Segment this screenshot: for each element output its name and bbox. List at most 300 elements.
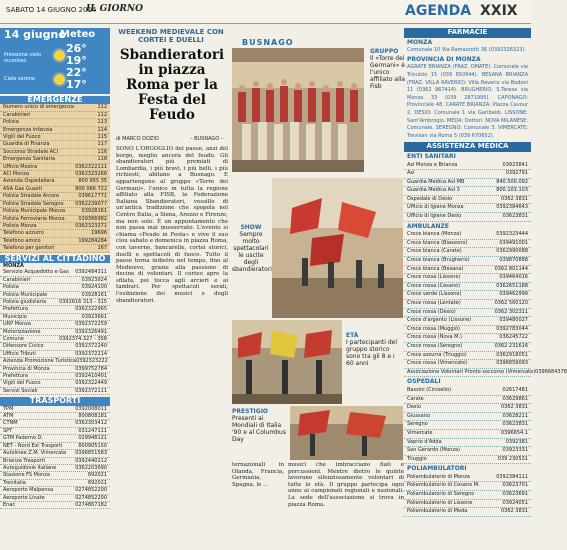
item-value: 0362322965: [75, 306, 107, 313]
item-value: 0396859093: [496, 360, 528, 367]
farmacie-provincia-text: AGRATE BRIANZA (FRAZ. OMATE): Comunale via Trivulzio 15 (039 650944). BESANA BRIANZA (FRAZ. VILLA RAVERIO): Villa Raverio via Bodoni 11 (0362 967414). BRUGHERIO: S.Teresa via Monza 33 (039 2871995). CAPONAGO: Provinciale 48. CARATE BRIANZA: Piazza Cavour 2. DESIO: Comunale 1 via Garibaldi. LISSONE: Sant'Ambrogio. MEDA: Dottori. NOVA MILANESE: Comunale. SEREGNO: Comunale 3. VIMERCATE: Trevisan via Roma 5 (039 670652).: [407, 64, 529, 139]
item-label: Aeroporto Malpensa: [3, 487, 54, 494]
caption-show: SHOW Sempre molto spettacolari le uscite degli sbandieratori: [232, 224, 272, 273]
list-item: [404, 508, 531, 517]
item-value: 0362303412: [75, 420, 107, 427]
list-item: [0, 388, 110, 395]
item-value: 03928161: [81, 291, 107, 298]
list-item: [0, 351, 110, 358]
item-value: 0392322449: [75, 380, 107, 387]
item-value: 03623831: [502, 421, 528, 428]
item-label: Triuggio: [407, 455, 427, 462]
item-label: Prefettura: [3, 373, 28, 380]
item-value: 118: [97, 156, 107, 163]
item-value: 0396851583: [75, 450, 107, 457]
item-label: Bassini (Cinisello): [407, 386, 452, 393]
list-item: [0, 223, 110, 230]
trasporti-list: [0, 406, 110, 510]
farmacie-monza: MONZA: [407, 38, 433, 46]
item-label: Giussano: [407, 412, 430, 419]
article-location: BUSNAGO: [242, 38, 294, 47]
item-label: Telefono per genitori: [3, 245, 55, 252]
list-item: [404, 343, 531, 352]
list-item: [404, 266, 531, 275]
meteo-box: [0, 28, 110, 94]
article-body-end: musici che imbracciano fiati e percussioni. Mentre dietro le quinte lavorano silenziosamente volontari di tutte le età. Il gruppo partecipa ogni anno ai campionati regionali e nazionali. La sede dell'associazione si trova in piazza Roma.: [288, 462, 404, 508]
list-item: [404, 456, 531, 465]
item-value: 800808181: [78, 413, 107, 420]
item-label: Ospedale di Desio: [407, 195, 453, 202]
item-label: Trenitalia: [3, 479, 26, 486]
item-value: 0392372259: [75, 321, 107, 328]
sun-icon: [54, 74, 65, 85]
item-value: 0274852200: [75, 487, 107, 494]
list-item: [0, 450, 110, 457]
item-label: Emergenza infanzia: [3, 126, 53, 133]
list-item: [404, 283, 531, 292]
item-label: Guardia Medica Asl MB: [407, 178, 465, 185]
list-item: [0, 299, 110, 306]
item-value: 0362 3831: [500, 404, 528, 411]
item-value: 0392326491: [75, 328, 107, 335]
item-label: Polizia Ferroviaria Monza: [3, 215, 65, 222]
list-item: [0, 480, 110, 487]
item-label: Comune: [3, 336, 24, 342]
prestigio-photo-image: [290, 406, 403, 460]
list-item: [404, 326, 531, 335]
item-value: 0396684378: [535, 368, 567, 375]
item-label: Soccorso Stradale ACI: [3, 148, 58, 155]
item-value: 0392384111: [496, 473, 528, 480]
item-value: 112: [97, 104, 107, 111]
section-title: AGENDA: [405, 3, 472, 19]
item-value: 031247111: [78, 427, 107, 434]
item-label: Poliambulatorio di Seregno: [407, 491, 475, 498]
item-value: 0392440212: [75, 457, 107, 464]
article-kicker: WEEKEND MEDIEVALE CON CORTEI E DUELLI: [118, 28, 224, 44]
meteo-row-label: Pressione cielo nuvoloso: [4, 52, 42, 65]
item-value: 892021: [87, 479, 107, 486]
list-item: [0, 104, 110, 111]
item-label: Polizia Stradale Arcore: [3, 193, 60, 200]
item-value: 0362918051: [496, 351, 528, 358]
list-item: [0, 269, 110, 276]
meteo-row-label: Cielo sereno: [4, 76, 35, 82]
list-item: [0, 502, 110, 509]
article-byline: di MARCO DOZIO: [116, 136, 159, 142]
item-value: 03924100: [81, 284, 107, 291]
list-item: [0, 306, 110, 313]
item-value: 0392484311: [75, 269, 107, 276]
item-value: 0362 560120: [494, 300, 528, 306]
list-item: [0, 487, 110, 494]
item-value: 03628211: [502, 412, 528, 419]
item-label: Azienda Promozione Turistica: [3, 358, 76, 365]
meteo-title: Meteo: [60, 29, 96, 40]
item-label: Croce rossa (Lentate): [407, 300, 461, 306]
item-value: 0392008011: [75, 405, 107, 412]
item-label: Vigili del Fuoco: [3, 134, 41, 141]
item-value: 800905150: [78, 442, 107, 449]
list-item: [0, 230, 110, 237]
item-value: 0396654.1: [500, 429, 528, 436]
item-label: ASA Gas Guasti: [3, 185, 42, 192]
article-body-continued: ternazionali in Olanda, Francia, Germania, Spagna, le ...: [232, 462, 284, 488]
item-value: 03928161: [81, 208, 107, 215]
list-item: [404, 430, 531, 439]
item-label: Azienda Ospedaliera: [3, 178, 55, 185]
item-value: 0392372111: [75, 387, 107, 394]
item-label: Croce rossa (Seregno): [407, 342, 463, 349]
list-item: [404, 248, 531, 257]
item-value: 039462999: [499, 291, 528, 298]
list-item: [0, 238, 110, 245]
item-value: 03623691: [502, 491, 528, 498]
left-column: [0, 28, 110, 550]
item-value: 0362239077: [75, 200, 107, 207]
item-value: 0392381: [505, 438, 528, 445]
item-label: GTM Paderno D.: [3, 435, 43, 442]
item-label: Poliambulatorio di Meda: [407, 508, 468, 515]
list-item: [404, 491, 531, 500]
list-item: [404, 257, 531, 266]
list-item: [404, 204, 531, 213]
item-label: Croce rossa (Nova M.): [407, 334, 462, 341]
right-column: [404, 28, 567, 550]
emergenze-title: EMERGENZE: [0, 96, 110, 104]
item-value: 840.500.092: [496, 178, 528, 185]
item-label: Poliambulatorio di Monza: [407, 473, 470, 480]
main-article: [112, 28, 406, 550]
list-item: [404, 240, 531, 249]
item-label: Carabinieri: [3, 276, 31, 283]
item-label: Asl: [407, 170, 415, 177]
list-item: [0, 495, 110, 502]
list-item: [0, 413, 110, 420]
list-item: [404, 317, 531, 326]
item-value: 114: [97, 126, 107, 133]
item-label: Motorizzazione: [3, 328, 41, 335]
group-photo-image: [232, 48, 364, 172]
list-item: [0, 208, 110, 215]
item-value: 03923661: [81, 313, 107, 320]
list-item: [404, 334, 531, 343]
item-label: Servizi Sociali: [3, 387, 38, 394]
list-item: [0, 178, 110, 185]
item-value: 117: [97, 141, 107, 148]
item-value: 0392791: [505, 170, 528, 177]
list-item: [404, 368, 567, 378]
item-label: Polizia giudiziaria: [3, 298, 47, 305]
item-label: Municipio: [3, 313, 27, 320]
item-label: San Gerardo (Monza): [407, 447, 460, 454]
item-value: 0362 3831: [500, 195, 528, 202]
list-item: [0, 141, 110, 148]
list-item: [404, 179, 531, 188]
item-label: Desio: [407, 404, 421, 411]
list-item: [0, 465, 110, 472]
item-label: Vigili del Fuoco: [3, 380, 41, 387]
page-header: [0, 0, 531, 24]
item-label: Croce rossa (Lissone): [407, 274, 461, 281]
item-label: Autoguidovie Italiane: [3, 464, 57, 471]
item-label: Croce bianca (Monza): [407, 231, 462, 238]
ospedali-title: OSPEDALI: [407, 378, 441, 386]
item-value: 0399752784: [75, 365, 107, 372]
item-label: Croce d'argento (Lissone): [407, 317, 472, 324]
caption-eta: ETÀ I partecipanti del gruppo storico sono tra gli 8 e i 60 anni: [346, 332, 398, 367]
item-label: Croce rossa (Muggiò): [407, 325, 460, 332]
item-label: Polizia: [3, 284, 19, 291]
item-label: Croce rossa (Vimercate): [407, 360, 468, 367]
ospedali-list: [404, 387, 531, 464]
servizi-list: [0, 269, 110, 395]
item-label: Ufficio Mostra: [3, 163, 38, 170]
list-item: [0, 472, 110, 479]
ambulanze-title: AMBULANZE: [407, 222, 449, 230]
list-item: [404, 291, 531, 300]
list-item: [404, 439, 531, 448]
item-value: 112: [97, 111, 107, 118]
list-item: [0, 171, 110, 178]
item-value: 0362651188: [496, 282, 528, 289]
item-label: Asl Monza e Brianza: [407, 161, 458, 168]
item-label: Seregno: [407, 421, 428, 428]
item-value: 199284284: [78, 237, 107, 244]
item-label: Croce bianca (Besana): [407, 265, 464, 272]
farmacie-monza-text: Comunale 10 Via Ramazzotti 36 (0392326323).: [407, 47, 527, 54]
list-item: [404, 474, 531, 483]
ambulanze-list: [404, 231, 567, 377]
list-item: [404, 421, 531, 430]
item-label: Brianza Trasporti: [3, 457, 46, 464]
list-item: [404, 352, 531, 361]
servizi-sub: MONZA: [3, 262, 24, 269]
show-photo-image: [272, 178, 403, 318]
list-item: [404, 387, 531, 396]
item-value: 039464016: [499, 274, 528, 281]
list-item: [404, 213, 531, 222]
item-label: Emergenza Sanitaria: [3, 156, 56, 163]
list-item: [404, 187, 531, 196]
meteo-date: 14 giugno: [4, 28, 66, 41]
item-label: Croce bianca (Carate): [407, 248, 462, 255]
item-value: 03923841: [502, 161, 528, 168]
list-item: [0, 164, 110, 171]
item-value: 0392374.327 - 358: [59, 336, 107, 342]
item-value: 116: [97, 148, 107, 155]
item-value: 029948121: [78, 435, 107, 442]
item-value: 0392372214: [75, 350, 107, 357]
item-value: 0362322111: [75, 163, 107, 170]
poliambulatori-title: POLIAMBULATORI: [407, 465, 467, 473]
list-item: [0, 245, 110, 252]
farmacie-provincia: PROVINCIA DI MONZA: [407, 55, 481, 63]
list-item: [404, 231, 531, 240]
poliambulatori-list: [404, 474, 531, 517]
list-item: [0, 134, 110, 141]
photo-eta: [232, 320, 342, 404]
item-label: Autolinee Z.M. Vimercate: [3, 450, 67, 457]
list-item: [0, 428, 110, 435]
list-item: [404, 360, 531, 369]
list-item: [0, 112, 110, 119]
item-value: 039617771: [78, 193, 107, 200]
item-label: Numero unico di emergenza: [3, 104, 74, 111]
list-item: [0, 216, 110, 223]
list-item: [0, 149, 110, 156]
item-value: 113: [97, 119, 107, 126]
list-item: [404, 482, 531, 491]
item-value: 039870888: [499, 257, 528, 264]
item-label: ACI Monza: [3, 171, 30, 178]
item-label: SPT: [3, 427, 13, 434]
list-item: [404, 196, 531, 205]
list-item: [0, 380, 110, 387]
item-label: Polizia Monza: [3, 222, 37, 229]
list-item: [0, 119, 110, 126]
caption-prestigio: PRESTIGIO Presenti ai Mondiali di Italia '90 e al Columbus Day: [232, 408, 286, 443]
eta-photo-image: [232, 320, 342, 404]
assistenza-title: ASSISTENZA MEDICA: [404, 142, 531, 152]
list-item: [0, 314, 110, 321]
item-value: 036245722: [499, 334, 528, 341]
item-value: 0392816 313 - 315: [59, 298, 107, 305]
page-number: XXIX: [480, 3, 518, 19]
item-value: 0392372240: [75, 343, 107, 350]
item-value: 892021: [87, 472, 107, 479]
item-value: 0274852200: [75, 494, 107, 501]
list-item: [0, 193, 110, 200]
item-label: CTNM: [3, 420, 18, 427]
item-value: 0362203690: [75, 464, 107, 471]
list-item: [0, 292, 110, 299]
item-value: 0392323444: [496, 231, 528, 238]
item-label: Croce bianca (Brugherio): [407, 257, 470, 264]
list-item: [0, 156, 110, 163]
item-label: Polizia Municipale: [3, 291, 48, 298]
list-item: [0, 420, 110, 427]
list-item: [0, 406, 110, 413]
newspaper-logo: IL GIORNO: [86, 4, 143, 14]
list-item: [404, 396, 531, 405]
photo-prestigio: [290, 406, 403, 460]
item-label: Ufficio Tributi: [3, 350, 36, 357]
list-item: [0, 186, 110, 193]
list-item: [0, 329, 110, 336]
item-value: 800 955 35: [78, 178, 107, 185]
item-label: Guardia di Finanza: [3, 141, 50, 148]
item-label: Guardia Medica Asl 3: [407, 187, 460, 194]
caption-group: GRUPPO Il «Torre dei Germani» è l'unico affiliato alla Fisb: [370, 48, 406, 90]
item-value: 0362 302311: [494, 308, 528, 315]
item-value: 0392410401: [75, 373, 107, 380]
item-value: 19696: [91, 230, 107, 237]
item-label: Poliambulatorio di Lissone: [407, 499, 473, 506]
item-label: Ufficio di Igiene Monza: [407, 204, 464, 211]
item-value: 0362323266: [75, 171, 107, 178]
item-value: 03623701: [502, 482, 528, 489]
item-label: Polizia: [3, 119, 19, 126]
item-label: Carate: [407, 395, 424, 402]
meteo-temp: 22°: [66, 66, 87, 79]
assistenza-sub: ENTI SANITARI: [407, 152, 456, 160]
sun-icon: [54, 50, 65, 61]
list-item: [0, 458, 110, 465]
item-label: URP Monza: [3, 321, 31, 328]
article-dateline: – BUSNAGO –: [190, 136, 224, 142]
item-value: 0274867182: [75, 501, 107, 508]
page-date: SABATO 14 GIUGNO 2014: [6, 6, 97, 14]
item-value: 800 066 722: [75, 185, 107, 192]
item-value: 03924051: [502, 499, 528, 506]
list-item: [404, 447, 531, 456]
photo-show: [272, 178, 403, 318]
item-value: 0392323222: [75, 358, 108, 365]
item-value: 0362323271: [75, 222, 107, 229]
list-item: [404, 300, 531, 309]
item-label: Croce azzurra (Triuggio): [407, 351, 467, 358]
meteo-temp: 17°: [66, 78, 87, 91]
item-value: 039366982: [78, 215, 107, 222]
list-item: [0, 336, 110, 343]
list-item: [404, 404, 531, 413]
list-item: [0, 127, 110, 134]
item-value: 0362 231616: [494, 342, 528, 349]
list-item: [404, 500, 531, 509]
list-item: [0, 358, 110, 365]
emergenze-list: [0, 104, 110, 252]
list-item: [0, 435, 110, 442]
item-value: 0362 801144: [494, 265, 528, 272]
item-value: 03629861: [502, 395, 528, 402]
article-body: SONO L'ORGOGLIO del paese, anzi del borgo, meglio ancora del feudo. Gli sbandieratori più premiati di Lombardia, i più bravi, i più belli, i più richiesti, abitano a Busnago. E appartengono al gruppo «Torre dei Germani», l'unico in tutta la regione affiliato alla FISB, la Federazione Italiana Sbandieratori, vessillo di un'antica tradizione che spopola nel Centro Italia, a Siena, Arezzo e Firenze, ma non solo. È un appuntamento che non passa mai inosservato. L'evento si chiama «Feudo in Festa» e vive il suo clou sabato e domenica in piazza Roma, con taverne, bancarelle, cortei storici, duelli e spettacoli di fuoco. Tutto il paese torna indietro nel tempo, fino al Medioevo, grazie alla passione di decine di volontari. Il corteo apre la sfilata, poi tocca agli arcieri e ai tamburi. Per spettacoli serali, l'esibizione dei musici e degli sbandieratori.: [116, 146, 228, 304]
meteo-temp: 19°: [66, 54, 87, 67]
item-label: Provincia di Monza: [3, 365, 50, 372]
item-label: Aeroporto Linate: [3, 494, 45, 501]
item-value: 167: [97, 245, 107, 252]
list-item: [0, 343, 110, 350]
item-label: Ufficio di Igiene Desio: [407, 213, 462, 220]
item-value: 0392384643: [496, 204, 528, 211]
item-label: Servizio Acquedotto e Gas: [3, 269, 69, 276]
item-label: Prefettura: [3, 306, 28, 313]
list-item: [404, 309, 531, 318]
item-value: 039491001: [499, 239, 528, 246]
item-label: Croce rossa (Desio): [407, 308, 456, 315]
item-value: 039 230531: [497, 455, 528, 462]
item-label: Difensore Civico: [3, 343, 44, 350]
item-label: TPM: [3, 405, 14, 412]
item-value: 0362 3831: [500, 508, 528, 515]
list-item: [0, 284, 110, 291]
item-value: 115: [97, 134, 107, 141]
item-label: Telefono amico: [3, 237, 41, 244]
item-value: 03623831: [502, 213, 528, 220]
list-item: [404, 274, 531, 283]
item-label: Carabinieri: [3, 111, 31, 118]
item-label: NET - Nord Est Trasporti: [3, 442, 63, 449]
item-label: Croce bianca (Biassono): [407, 239, 468, 246]
farmacie-title: FARMACIE: [404, 28, 531, 38]
list-item: [0, 443, 110, 450]
list-item: [404, 413, 531, 422]
list-item: [0, 321, 110, 328]
item-value: 03923331: [502, 447, 528, 454]
item-value: 02617481: [502, 386, 528, 393]
meteo-temp: 26°: [66, 42, 87, 55]
item-value: 0362990088: [496, 248, 528, 255]
